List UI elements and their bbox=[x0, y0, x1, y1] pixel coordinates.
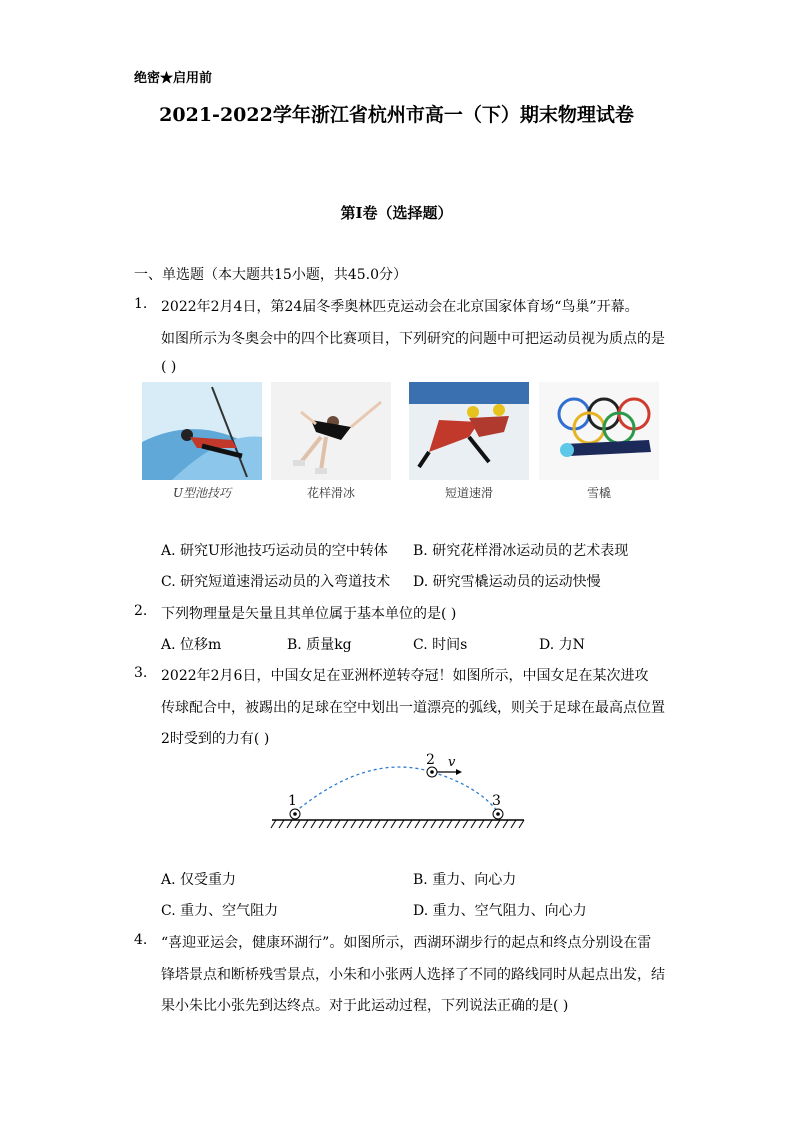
question-2-option-d: D. 力N bbox=[539, 637, 585, 653]
section-heading: 一、单选题（本大题共15小题，共45.0分） bbox=[134, 267, 407, 283]
question-1-line-1: 2022年2月4日，第24届冬季奥林匹克运动会在北京国家体育场“鸟巢”开幕。 bbox=[161, 299, 639, 315]
ball-position-2 bbox=[427, 767, 437, 777]
caption-figure-skating: 花样滑冰 bbox=[306, 486, 355, 500]
photo-halfpipe bbox=[142, 382, 262, 480]
caption-short-track: 短道速滑 bbox=[444, 486, 493, 500]
question-4-line-1: “喜迎亚运会，健康环湖行”。如图所示，西湖环湖步行的起点和终点分别设在雷 bbox=[161, 935, 652, 951]
question-1-line-2: 如图所示为冬奥会中的四个比赛项目，下列研究的问题中可把运动员视为质点的是 bbox=[161, 331, 665, 347]
question-4-number: 4. bbox=[134, 932, 148, 948]
photo-short-track bbox=[409, 382, 529, 480]
photo-luge bbox=[539, 382, 659, 480]
photo-figure-skating bbox=[271, 382, 391, 480]
caption-halfpipe: U型池技巧 bbox=[172, 486, 232, 500]
question-2-option-a: A. 位移m bbox=[161, 637, 222, 653]
label-position-1: 1 bbox=[288, 793, 297, 809]
ball-position-3 bbox=[493, 809, 503, 819]
question-4-line-3: 果小朱比小张先到达终点。对于此运动过程，下列说法正确的是( ) bbox=[161, 998, 569, 1014]
question-2-option-c: C. 时间s bbox=[413, 637, 468, 653]
question-3-line-3: 2时受到的力有( ) bbox=[161, 731, 270, 747]
question-1-option-b: B. 研究花样滑冰运动员的艺术表现 bbox=[413, 543, 629, 559]
question-3-number: 3. bbox=[134, 665, 148, 681]
secret-mark: 绝密★启用前 bbox=[134, 71, 213, 86]
question-3-line-1: 2022年2月6日，中国女足在亚洲杯逆转夺冠！如图所示，中国女足在某次进攻 bbox=[161, 668, 649, 684]
question-3-line-2: 传球配合中，被踢出的足球在空中划出一道漂亮的弧线，则关于足球在最高点位置 bbox=[161, 700, 665, 716]
question-3-option-d: D. 重力、空气阻力、向心力 bbox=[413, 903, 587, 919]
label-position-3: 3 bbox=[492, 793, 501, 809]
question-3-option-c: C. 重力、空气阻力 bbox=[161, 903, 279, 919]
question-2-line-1: 下列物理量是矢量且其单位属于基本单位的是( ) bbox=[161, 606, 457, 622]
trajectory-figure bbox=[268, 750, 528, 834]
ball-position-1 bbox=[290, 809, 300, 819]
question-1-option-d: D. 研究雪橇运动员的运动快慢 bbox=[413, 574, 601, 590]
question-1-line-3: ( ) bbox=[161, 359, 177, 375]
label-velocity: v bbox=[448, 755, 456, 770]
question-3-option-b: B. 重力、向心力 bbox=[413, 872, 517, 888]
question-2-number: 2. bbox=[134, 603, 148, 619]
question-1-option-a: A. 研究U形池技巧运动员的空中转体 bbox=[161, 543, 388, 559]
question-2-option-b: B. 质量kg bbox=[287, 637, 352, 653]
exam-title: 2021-2022学年浙江省杭州市高一（下）期末物理试卷 bbox=[159, 104, 634, 126]
question-4-line-2: 锋塔景点和断桥残雪景点，小朱和小张两人选择了不同的路线同时从起点出发，结 bbox=[161, 967, 665, 983]
question-3-option-a: A. 仅受重力 bbox=[161, 872, 237, 888]
question-1-option-c: C. 研究短道速滑运动员的入弯道技术 bbox=[161, 574, 391, 590]
question-1-number: 1. bbox=[134, 296, 148, 312]
volume-heading: 第I卷（选择题） bbox=[340, 204, 453, 222]
label-position-2: 2 bbox=[426, 752, 435, 768]
caption-luge: 雪橇 bbox=[586, 486, 611, 500]
